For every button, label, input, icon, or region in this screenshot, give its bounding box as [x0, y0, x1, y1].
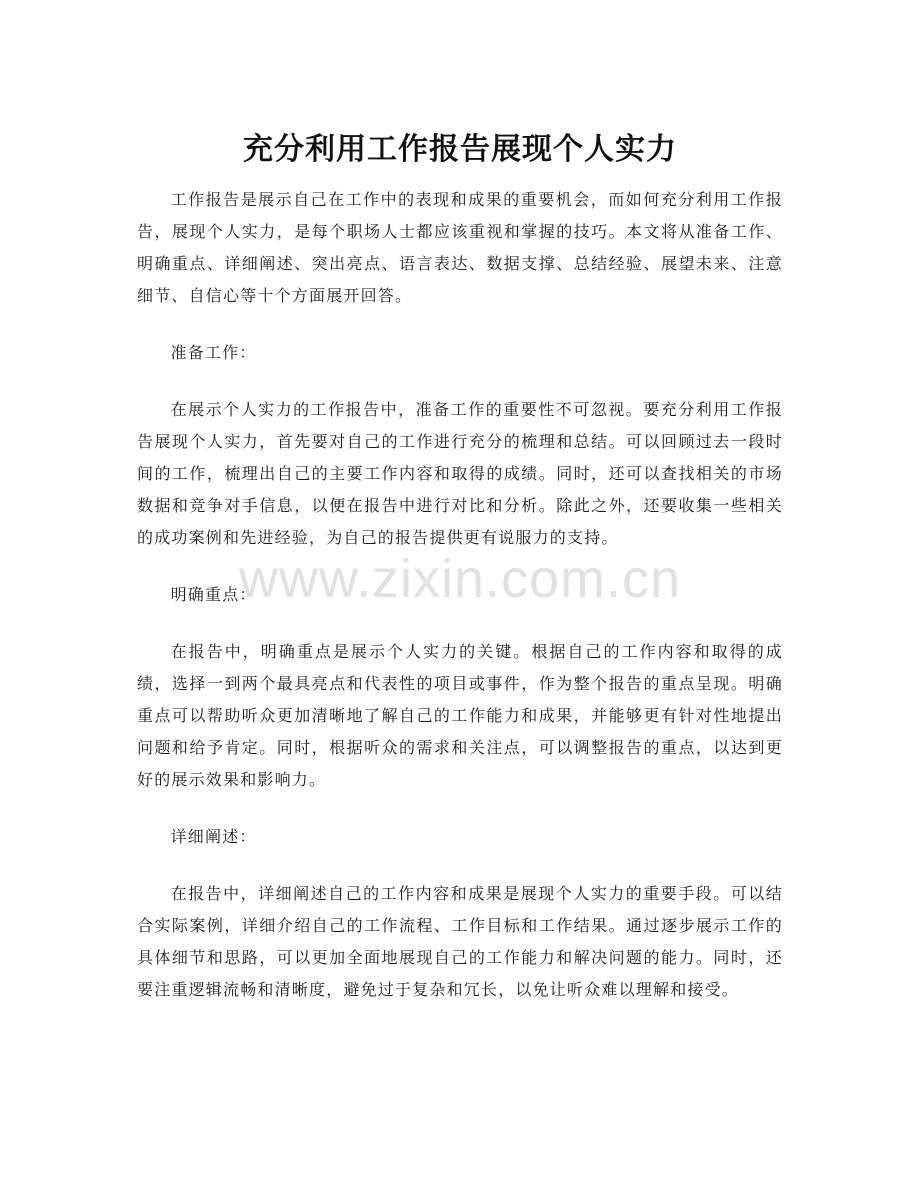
details-paragraph: 在报告中，详细阐述自己的工作内容和成果是展现个人实力的重要手段。可以结合实际案例，详细介绍自己的工作流程、工作目标和工作结果。通过逐步展示工作的具体细节和思路，可以更加全面地展现自己的工作能力和解决问题的能力。同时，还要注重逻辑流畅和清晰度，避免过于复杂和冗长，以免让听众难以理解和接受。	[137, 884, 783, 999]
focus-paragraph: 在报告中，明确重点是展示个人实力的关键。根据自己的工作内容和取得的成绩，选择一到两个最具亮点和代表性的项目或事件，作为整个报告的重点呈现。明确重点可以帮助听众更加清晰地了解自己的工作能力和成果，并能够更有针对性地提出问题和给予肯定。同时，根据听众的需求和关注点，可以调整报告的重点，以达到更好的展示效果和影响力。	[137, 642, 783, 789]
section-heading-focus: 明确重点：	[170, 585, 257, 604]
section-heading-details: 详细阐述：	[170, 827, 257, 846]
preparation-paragraph: 在展示个人实力的工作报告中，准备工作的重要性不可忽视。要充分利用工作报告展现个人实力，首先要对自己的工作进行充分的梳理和总结。可以回顾过去一段时间的工作，梳理出自己的主要工作内容和取得的成绩。同时，还可以查找相关的市场数据和竞争对手信息，以便在报告中进行对比和分析。除此之外，还要收集一些相关的成功案例和先进经验，为自己的报告提供更有说服力的支持。	[137, 400, 783, 547]
watermark: www.zixin.com.cn	[238, 549, 682, 609]
document-body	[137, 184, 783, 1031]
intro-paragraph: 工作报告是展示自己在工作中的表现和成果的重要机会，而如何充分利用工作报告，展现个人实力，是每个职场人士都应该重视和掌握的技巧。本文将从准备工作、明确重点、详细阐述、突出亮点、语言表达、数据支撑、总结经验、展望未来、注意细节、自信心等十个方面展开回答。	[137, 190, 783, 305]
document-title: 充分利用工作报告展现个人实力	[243, 132, 677, 168]
section-heading-preparation: 准备工作：	[170, 343, 257, 362]
